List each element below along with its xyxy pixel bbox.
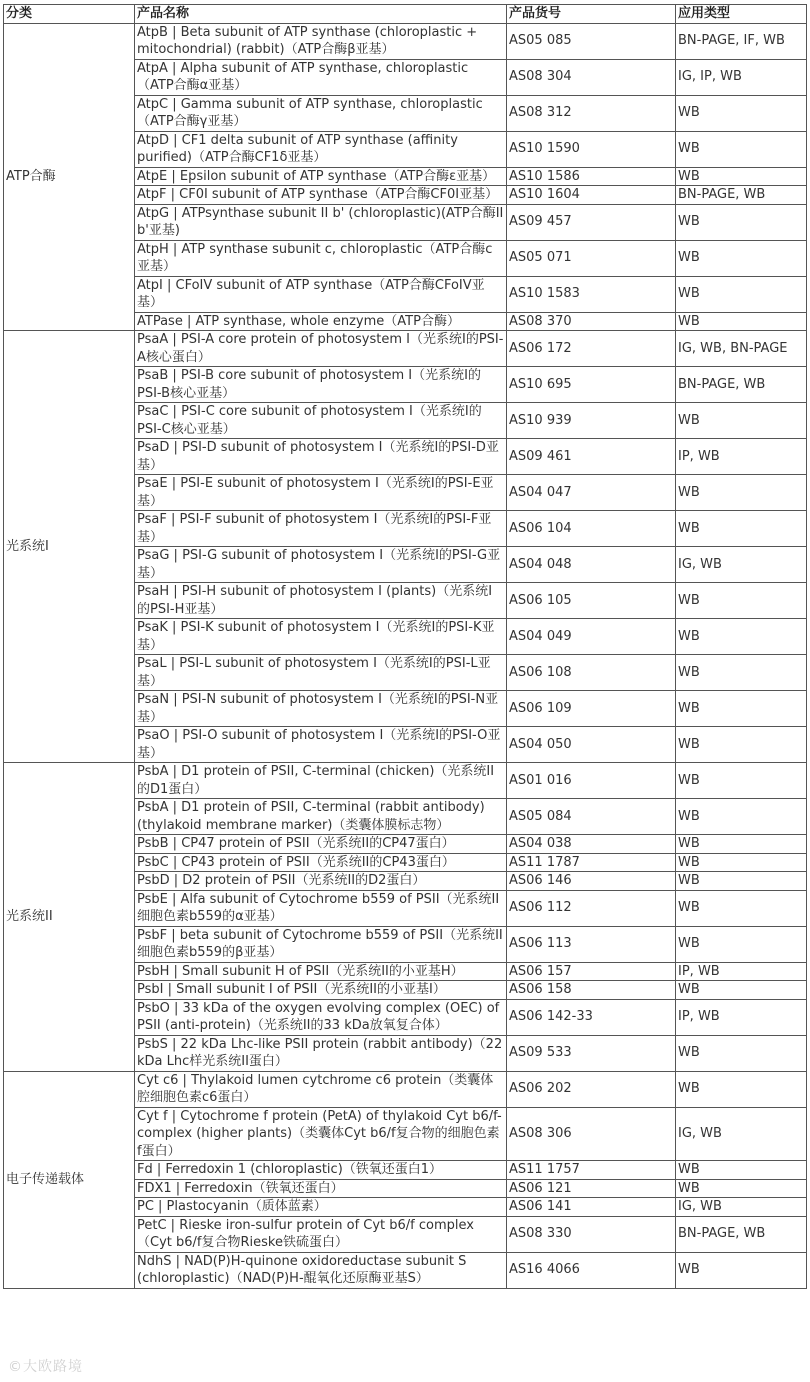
product-code-cell: AS04 038 <box>507 835 676 854</box>
product-code-cell: AS10 1583 <box>507 276 676 312</box>
product-name-cell: PsaD | PSI-D subunit of photosystem I（光系统I的PSI-D亚基） <box>135 439 507 475</box>
application-cell: WB <box>676 655 807 691</box>
application-cell: BN-PAGE, WB <box>676 1216 807 1252</box>
product-code-cell: AS10 939 <box>507 403 676 439</box>
product-name-cell: AtpF | CF0I subunit of ATP synthase（ATP合酶CF0I亚基） <box>135 186 507 205</box>
application-cell: WB <box>676 312 807 331</box>
header-name: 产品名称 <box>135 5 507 24</box>
product-name-cell: AtpB | Beta subunit of ATP synthase (chloroplastic + mitochondrial) (rabbit)（ATP合酶β亚基） <box>135 23 507 59</box>
product-code-cell: AS06 105 <box>507 583 676 619</box>
product-name-cell: Cyt c6 | Thylakoid lumen cytchrome c6 protein（类囊体腔细胞色素c6蛋白） <box>135 1071 507 1107</box>
application-cell: IG, WB <box>676 547 807 583</box>
product-name-cell: PsbC | CP43 protein of PSII（光系统II的CP43蛋白） <box>135 853 507 872</box>
product-name-cell: Fd | Ferredoxin 1 (chloroplastic)（铁氧还蛋白1） <box>135 1161 507 1180</box>
application-cell: WB <box>676 853 807 872</box>
application-cell: IP, WB <box>676 999 807 1035</box>
product-name-cell: PsaL | PSI-L subunit of photosystem I（光系统I的PSI-L亚基） <box>135 655 507 691</box>
application-cell: IG, WB, BN-PAGE <box>676 331 807 367</box>
product-name-cell: PC | Plastocyanin（质体蓝素） <box>135 1198 507 1217</box>
product-code-cell: AS06 112 <box>507 890 676 926</box>
product-name-cell: PsaN | PSI-N subunit of photosystem I（光系统I的PSI-N亚基） <box>135 691 507 727</box>
product-name-cell: PsaC | PSI-C core subunit of photosystem I（光系统I的PSI-C核心亚基） <box>135 403 507 439</box>
product-code-cell: AS05 071 <box>507 240 676 276</box>
product-name-cell: AtpD | CF1 delta subunit of ATP synthase (affinity purified)（ATP合酶CF1δ亚基） <box>135 131 507 167</box>
product-name-cell: ATPase | ATP synthase, whole enzyme（ATP合酶） <box>135 312 507 331</box>
product-name-cell: PetC | Rieske iron-sulfur protein of Cyt b6/f complex（Cyt b6/f复合物Rieske铁硫蛋白） <box>135 1216 507 1252</box>
application-cell: IP, WB <box>676 962 807 981</box>
product-code-cell: AS10 1604 <box>507 186 676 205</box>
application-cell: IP, WB <box>676 439 807 475</box>
product-name-cell: PsaK | PSI-K subunit of photosystem I（光系统I的PSI-K亚基） <box>135 619 507 655</box>
product-code-cell: AS08 370 <box>507 312 676 331</box>
application-cell: IG, IP, WB <box>676 59 807 95</box>
application-cell: WB <box>676 926 807 962</box>
category-cell: 光系统I <box>4 331 135 763</box>
product-name-cell: PsbI | Small subunit I of PSII（光系统II的小亚基I） <box>135 981 507 1000</box>
product-name-cell: AtpG | ATPsynthase subunit II b' (chloroplastic)(ATP合酶II b'亚基) <box>135 204 507 240</box>
application-cell: WB <box>676 583 807 619</box>
product-code-cell: AS04 049 <box>507 619 676 655</box>
product-name-cell: PsbE | Alfa subunit of Cytochrome b559 of PSII（光系统II细胞色素b559的α亚基） <box>135 890 507 926</box>
table-row <box>4 1071 807 1107</box>
application-cell: WB <box>676 619 807 655</box>
product-code-cell: AS09 533 <box>507 1035 676 1071</box>
product-code-cell: AS06 113 <box>507 926 676 962</box>
application-cell: BN-PAGE, IF, WB <box>676 23 807 59</box>
product-name-cell: PsbO | 33 kDa of the oxygen evolving complex (OEC) of PSII (anti-protein)（光系统II的33 kDa放氧复合体） <box>135 999 507 1035</box>
product-name-cell: PsaA | PSI-A core protein of photosystem I（光系统I的PSI-A核心蛋白） <box>135 331 507 367</box>
product-code-cell: AS06 202 <box>507 1071 676 1107</box>
category-cell: 电子传递载体 <box>4 1071 135 1288</box>
product-name-cell: PsbD | D2 protein of PSII（光系统II的D2蛋白） <box>135 872 507 891</box>
application-cell: WB <box>676 204 807 240</box>
table-row <box>4 331 807 367</box>
application-cell: WB <box>676 981 807 1000</box>
product-name-cell: AtpC | Gamma subunit of ATP synthase, chloroplastic（ATP合酶γ亚基） <box>135 95 507 131</box>
product-code-cell: AS04 048 <box>507 547 676 583</box>
product-name-cell: PsbS | 22 kDa Lhc-like PSII protein (rabbit antibody)（22 kDa Lhc样光系统II蛋白） <box>135 1035 507 1071</box>
application-cell: WB <box>676 872 807 891</box>
product-code-cell: AS06 121 <box>507 1179 676 1198</box>
product-code-cell: AS06 141 <box>507 1198 676 1217</box>
product-code-cell: AS06 172 <box>507 331 676 367</box>
application-cell: WB <box>676 1071 807 1107</box>
application-cell: WB <box>676 403 807 439</box>
application-cell: WB <box>676 95 807 131</box>
product-name-cell: PsbA | D1 protein of PSII, C-terminal (chicken)（光系统II的D1蛋白） <box>135 763 507 799</box>
header-application: 应用类型 <box>676 5 807 24</box>
application-cell: WB <box>676 1035 807 1071</box>
product-code-cell: AS11 1787 <box>507 853 676 872</box>
product-name-cell: PsaB | PSI-B core subunit of photosystem I（光系统I的PSI-B核心亚基） <box>135 367 507 403</box>
application-cell: IG, WB <box>676 1198 807 1217</box>
product-code-cell: AS09 461 <box>507 439 676 475</box>
application-cell: BN-PAGE, WB <box>676 186 807 205</box>
application-cell: WB <box>676 276 807 312</box>
product-name-cell: NdhS | NAD(P)H-quinone oxidoreductase subunit S (chloroplastic)（NAD(P)H-醌氧化还原酶亚基S） <box>135 1252 507 1288</box>
product-code-cell: AS08 304 <box>507 59 676 95</box>
product-code-cell: AS06 142-33 <box>507 999 676 1035</box>
product-name-cell: PsbH | Small subunit H of PSII（光系统II的小亚基H） <box>135 962 507 981</box>
application-cell: WB <box>676 1161 807 1180</box>
header-category: 分类 <box>4 5 135 24</box>
product-name-cell: PsaF | PSI-F subunit of photosystem I（光系统I的PSI-F亚基） <box>135 511 507 547</box>
product-table <box>3 4 807 1289</box>
product-name-cell: PsaG | PSI-G subunit of photosystem I（光系统I的PSI-G亚基） <box>135 547 507 583</box>
application-cell: WB <box>676 763 807 799</box>
product-name-cell: PsaE | PSI-E subunit of photosystem I（光系统I的PSI-E亚基） <box>135 475 507 511</box>
application-cell: IG, WB <box>676 1107 807 1161</box>
table-row <box>4 23 807 59</box>
product-code-cell: AS08 306 <box>507 1107 676 1161</box>
product-code-cell: AS08 312 <box>507 95 676 131</box>
product-code-cell: AS10 695 <box>507 367 676 403</box>
product-code-cell: AS01 016 <box>507 763 676 799</box>
product-name-cell: PsaO | PSI-O subunit of photosystem I（光系统I的PSI-O亚基） <box>135 727 507 763</box>
product-code-cell: AS16 4066 <box>507 1252 676 1288</box>
table-row <box>4 763 807 799</box>
table-header-row <box>4 5 807 24</box>
product-code-cell: AS06 108 <box>507 655 676 691</box>
watermark: ©大欧路境 <box>8 1359 83 1375</box>
product-name-cell: AtpA | Alpha subunit of ATP synthase, chloroplastic（ATP合酶α亚基） <box>135 59 507 95</box>
product-code-cell: AS11 1757 <box>507 1161 676 1180</box>
table-body <box>4 23 807 1288</box>
product-code-cell: AS04 047 <box>507 475 676 511</box>
application-cell: WB <box>676 890 807 926</box>
product-code-cell: AS10 1590 <box>507 131 676 167</box>
product-code-cell: AS06 104 <box>507 511 676 547</box>
application-cell: WB <box>676 835 807 854</box>
product-name-cell: FDX1 | Ferredoxin（铁氧还蛋白） <box>135 1179 507 1198</box>
product-name-cell: PsaH | PSI-H subunit of photosystem I (plants)（光系统I的PSI-H亚基） <box>135 583 507 619</box>
application-cell: WB <box>676 240 807 276</box>
product-name-cell: Cyt f | Cytochrome f protein (PetA) of thylakoid Cyt b6/f-complex (higher plants)（类囊体Cyt b6/f复合物的细胞色素f蛋白） <box>135 1107 507 1161</box>
application-cell: WB <box>676 799 807 835</box>
product-name-cell: AtpH | ATP synthase subunit c, chloroplastic（ATP合酶c亚基） <box>135 240 507 276</box>
product-name-cell: PsbB | CP47 protein of PSII（光系统II的CP47蛋白） <box>135 835 507 854</box>
category-cell: 光系统II <box>4 763 135 1072</box>
product-name-cell: AtpE | Epsilon subunit of ATP synthase（ATP合酶ε亚基） <box>135 167 507 186</box>
product-code-cell: AS05 084 <box>507 799 676 835</box>
application-cell: WB <box>676 691 807 727</box>
product-name-cell: PsbF | beta subunit of Cytochrome b559 of PSII（光系统II细胞色素b559的β亚基） <box>135 926 507 962</box>
application-cell: WB <box>676 131 807 167</box>
application-cell: WB <box>676 1179 807 1198</box>
product-code-cell: AS05 085 <box>507 23 676 59</box>
product-name-cell: PsbA | D1 protein of PSII, C-terminal (rabbit antibody) (thylakoid membrane marker)（类囊体膜标志物） <box>135 799 507 835</box>
product-code-cell: AS06 158 <box>507 981 676 1000</box>
application-cell: WB <box>676 1252 807 1288</box>
application-cell: WB <box>676 167 807 186</box>
product-code-cell: AS08 330 <box>507 1216 676 1252</box>
header-code: 产品货号 <box>507 5 676 24</box>
product-name-cell: AtpI | CFoIV subunit of ATP synthase（ATP合酶CFoIV亚基） <box>135 276 507 312</box>
product-code-cell: AS06 157 <box>507 962 676 981</box>
application-cell: WB <box>676 727 807 763</box>
product-code-cell: AS09 457 <box>507 204 676 240</box>
product-code-cell: AS06 109 <box>507 691 676 727</box>
product-code-cell: AS10 1586 <box>507 167 676 186</box>
application-cell: WB <box>676 511 807 547</box>
application-cell: WB <box>676 475 807 511</box>
product-code-cell: AS06 146 <box>507 872 676 891</box>
application-cell: BN-PAGE, WB <box>676 367 807 403</box>
category-cell: ATP合酶 <box>4 23 135 331</box>
product-code-cell: AS04 050 <box>507 727 676 763</box>
